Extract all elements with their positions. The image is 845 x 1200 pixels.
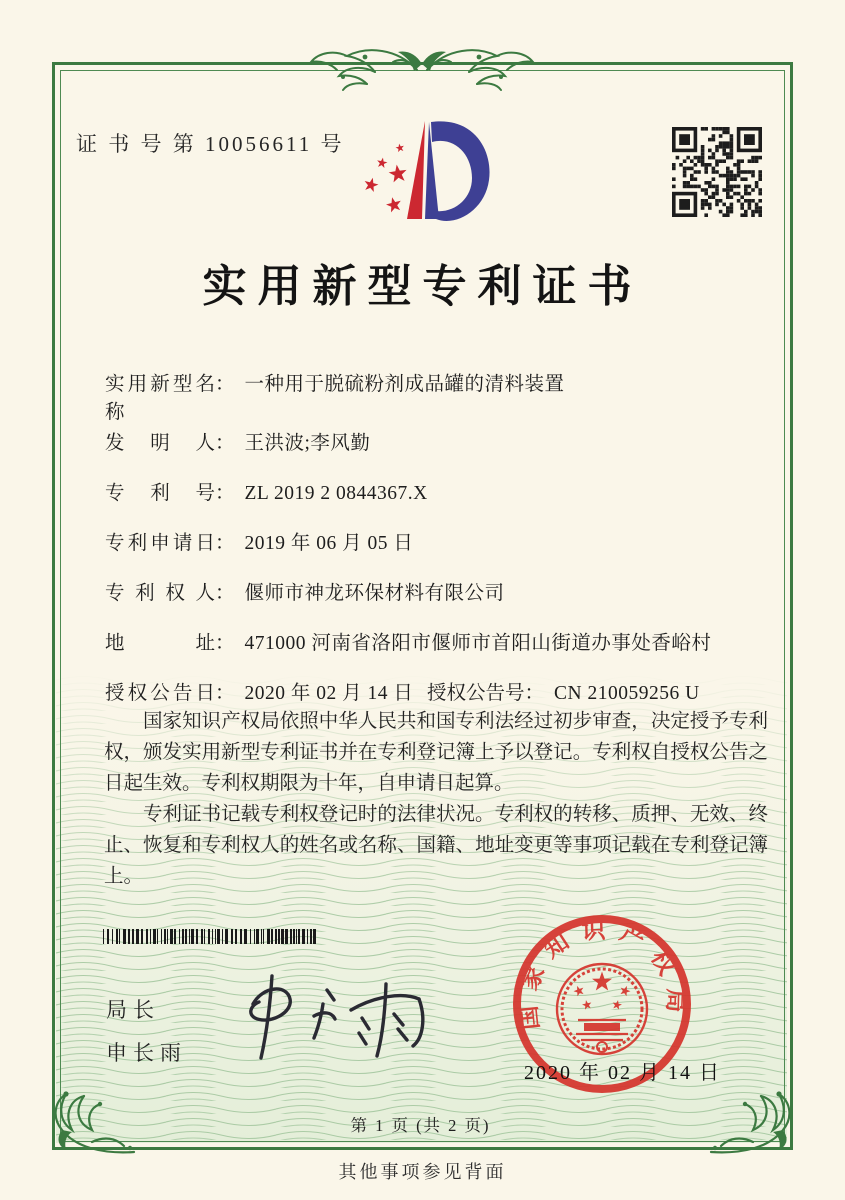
field-row-patent-no: 专利号 ： ZL 2019 2 0844367.X	[105, 477, 770, 498]
certificate-number: 证 书 号 第 10056611 号	[76, 132, 345, 156]
field-label: 授权公告号	[427, 683, 525, 704]
seal-text: 国家知识产权局	[514, 917, 689, 1031]
barcode	[103, 929, 324, 944]
field-value: ZL 2019 2 0844367.X	[244, 483, 428, 504]
field-value: 471000 河南省洛阳市偃师市首阳山街道办事处香峪村	[244, 633, 712, 654]
field-row-filing-date: 专利申请日 ： 2019 年 06 月 05 日	[105, 527, 770, 548]
grant-date-value: 2020 年 02 月 14 日	[244, 683, 414, 704]
field-label: 授权公告日	[105, 683, 215, 704]
top-flourish-ornament-icon	[297, 40, 547, 95]
grant-no-value: CN 210059256 U	[554, 683, 700, 704]
qr-code	[672, 127, 762, 217]
legal-paragraph-2: 专利证书记载专利权登记时的法律状况。专利权的转移、质押、无效、终止、恢复和专利权人的姓名或名称、国籍、地址变更等事项记载在专利登记簿上。	[104, 804, 768, 887]
field-row-grant: 授权公告日 ： 2020 年 02 月 14 日 授权公告号 ： CN 210059256 U	[105, 677, 770, 698]
field-label: 专利号	[105, 483, 215, 504]
field-value: 一种用于脱硫粉剂成品罐的清料装置	[244, 374, 565, 395]
field-label: 专利申请日	[105, 533, 215, 554]
field-row-name: 实用新型名称 ： 一种用于脱硫粉剂成品罐的清料装置	[105, 368, 770, 389]
cnipa-logo-icon	[342, 116, 492, 234]
seal-date: 2020 年 02 月 14 日	[524, 1062, 721, 1084]
field-label: 发明人	[105, 433, 215, 454]
field-value: 王洪波;李风勤	[244, 433, 371, 454]
national-emblem-icon	[557, 964, 647, 1054]
signature-image	[235, 966, 435, 1062]
back-side-note: 其他事项参见背面	[338, 1162, 507, 1182]
field-row-patentee: 专利权人 ： 偃师市神龙环保材料有限公司	[105, 577, 770, 598]
field-row-address: 地址 ： 471000 河南省洛阳市偃师市首阳山街道办事处香峪村	[105, 627, 770, 648]
legal-paragraph-1: 国家知识产权局依照中华人民共和国专利法经过初步审查，决定授予专利权，颁发实用新型专利证书并在专利登记簿上予以登记。专利权自授权公告之日起生效。专利权期限为十年，自申请日起算。	[104, 711, 768, 794]
certificate-title: 实用新型专利证书	[202, 262, 643, 311]
field-list	[105, 368, 770, 727]
official-name: 申长雨	[106, 1041, 187, 1065]
official-block	[106, 994, 187, 1080]
field-value: 2019 年 06 月 05 日	[244, 533, 414, 554]
page-indicator: 第 1 页 (共 2 页)	[350, 1116, 491, 1135]
field-row-inventor: 发明人 ： 王洪波;李风勤	[105, 427, 770, 448]
field-label: 专利权人	[105, 583, 215, 604]
field-label: 实用新型名称	[105, 374, 215, 423]
field-label: 地址	[105, 633, 215, 654]
official-title: 局长	[106, 998, 160, 1022]
field-value: 偃师市神龙环保材料有限公司	[244, 583, 505, 604]
legal-text	[104, 706, 768, 892]
